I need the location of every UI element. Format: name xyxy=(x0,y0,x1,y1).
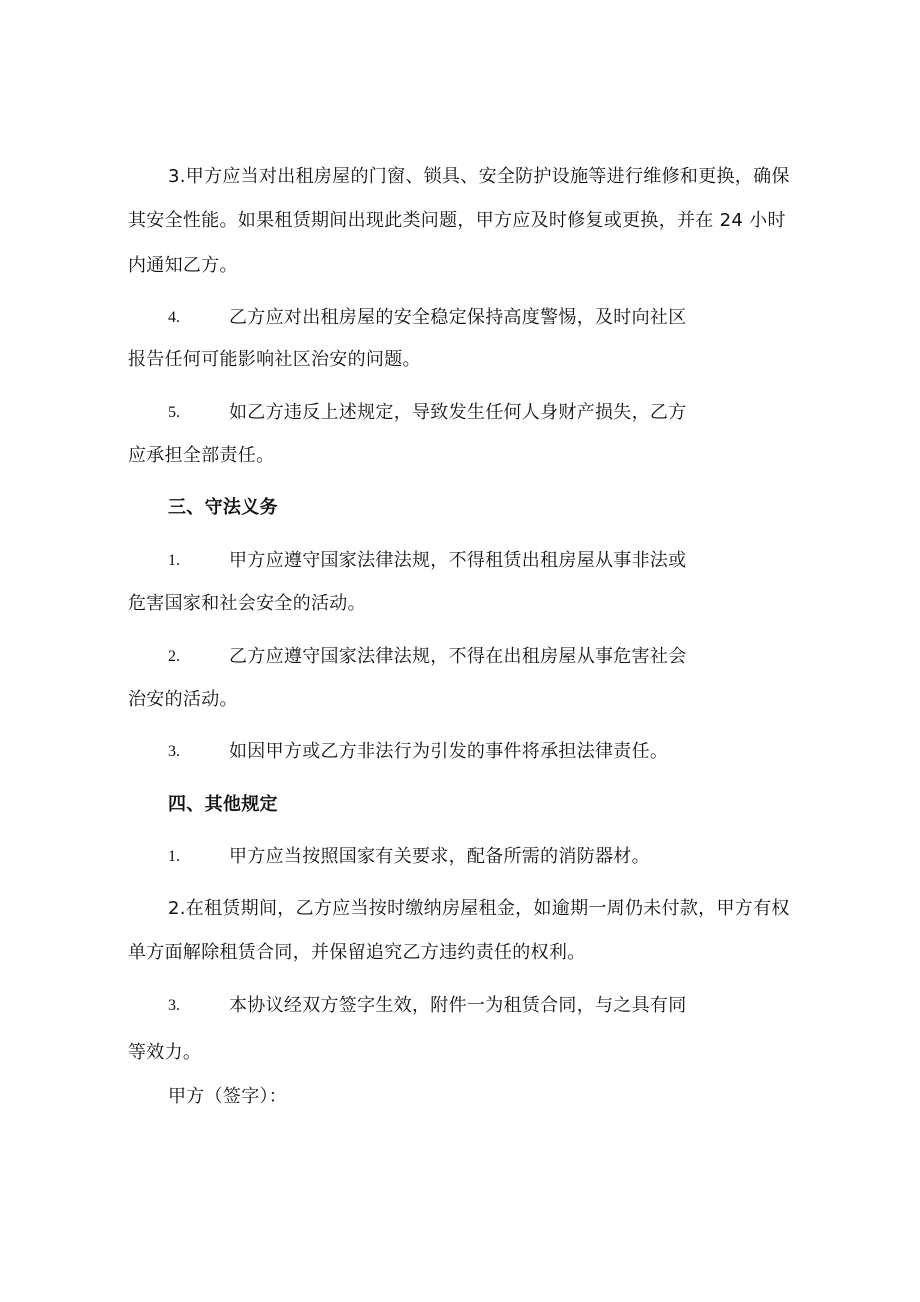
section-4-heading: 四、其他规定 xyxy=(168,794,278,815)
s3-item-1-line-1: 甲方应遵守国家法律法规，不得租赁出租房屋从事非法或 xyxy=(229,550,687,571)
s4-item-3-line-1: 本协议经双方签字生效，附件一为租赁合同，与之具有同 xyxy=(229,995,687,1016)
item-4-line-2: 报告任何可能影响社区治安的问题。 xyxy=(128,349,421,370)
s3-item-1-number: 1. xyxy=(168,552,180,569)
s3-item-2-number: 2. xyxy=(168,648,180,665)
item-3-line-2: 其安全性能。如果租赁期间出现此类问题，甲方应及时修复或更换，并在 24 小时 xyxy=(128,210,786,231)
s4-item-3-number: 3. xyxy=(168,997,180,1014)
item-4-number: 4. xyxy=(168,309,180,326)
s3-item-2-line-2: 治安的活动。 xyxy=(128,689,238,710)
s4-item-2-line-1: 2.在租赁期间，乙方应当按时缴纳房屋租金，如逾期一周仍未付款，甲方有权 xyxy=(168,898,790,919)
section-3-heading: 三、守法义务 xyxy=(168,497,278,518)
s4-item-1-number: 1. xyxy=(168,848,180,865)
s4-item-1-line-1: 甲方应当按照国家有关要求，配备所需的消防器材。 xyxy=(229,846,650,867)
s4-item-2-line-2: 单方面解除租赁合同，并保留追究乙方违约责任的权利。 xyxy=(128,942,586,963)
s3-item-1-line-2: 危害国家和社会安全的活动。 xyxy=(128,593,366,614)
item-3-line-1: 3.甲方应当对出租房屋的门窗、锁具、安全防护设施等进行维修和更换，确保 xyxy=(168,166,790,187)
item-5-number: 5. xyxy=(168,404,180,421)
s3-item-3-line-1: 如因甲方或乙方非法行为引发的事件将承担法律责任。 xyxy=(229,741,669,762)
s3-item-2-line-1: 乙方应遵守国家法律法规，不得在出租房屋从事危害社会 xyxy=(229,646,687,667)
item-4-line-1: 乙方应对出租房屋的安全稳定保持高度警惕，及时向社区 xyxy=(229,307,687,328)
item-3-line-3: 内通知乙方。 xyxy=(128,255,238,276)
s3-item-3-number: 3. xyxy=(168,743,180,760)
item-5-line-2: 应承担全部责任。 xyxy=(128,445,275,466)
item-5-line-1: 如乙方违反上述规定，导致发生任何人身财产损失，乙方 xyxy=(229,402,687,423)
party-a-signature-label: 甲方（签字）： xyxy=(168,1086,288,1107)
s4-item-3-line-2: 等效力。 xyxy=(128,1042,202,1063)
